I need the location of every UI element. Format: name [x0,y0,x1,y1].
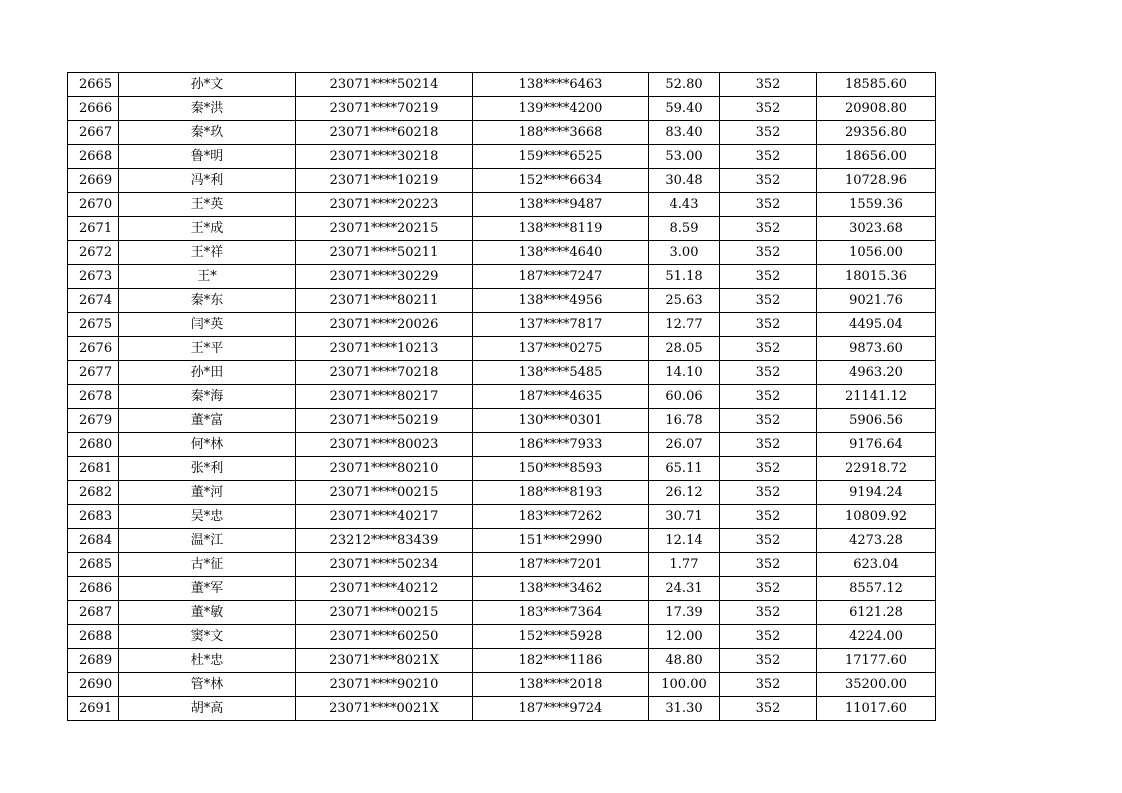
quantity-cell: 65.11 [649,457,720,481]
table-row [68,481,936,505]
name-cell: 冯*利 [119,169,296,193]
table-row [68,97,936,121]
quantity-cell: 16.78 [649,409,720,433]
row-number-cell: 2668 [68,145,119,169]
row-number-cell: 2681 [68,457,119,481]
phone-cell: 187****9724 [473,697,649,721]
unit-price-cell: 352 [720,217,817,241]
name-cell: 秦*玖 [119,121,296,145]
id-number-cell: 23071****00215 [296,601,473,625]
phone-cell: 150****8593 [473,457,649,481]
amount-cell: 20908.80 [817,97,936,121]
amount-cell: 29356.80 [817,121,936,145]
amount-cell: 6121.28 [817,601,936,625]
name-cell: 吴*忠 [119,505,296,529]
quantity-cell: 25.63 [649,289,720,313]
table-row [68,457,936,481]
quantity-cell: 31.30 [649,697,720,721]
phone-cell: 187****7201 [473,553,649,577]
amount-cell: 35200.00 [817,673,936,697]
quantity-cell: 30.48 [649,169,720,193]
name-cell: 秦*海 [119,385,296,409]
phone-cell: 138****2018 [473,673,649,697]
unit-price-cell: 352 [720,649,817,673]
table-body [68,73,936,721]
row-number-cell: 2686 [68,577,119,601]
amount-cell: 10728.96 [817,169,936,193]
quantity-cell: 100.00 [649,673,720,697]
name-cell: 窦*文 [119,625,296,649]
quantity-cell: 14.10 [649,361,720,385]
unit-price-cell: 352 [720,505,817,529]
unit-price-cell: 352 [720,313,817,337]
amount-cell: 8557.12 [817,577,936,601]
amount-cell: 1559.36 [817,193,936,217]
unit-price-cell: 352 [720,625,817,649]
row-number-cell: 2669 [68,169,119,193]
amount-cell: 623.04 [817,553,936,577]
row-number-cell: 2674 [68,289,119,313]
id-number-cell: 23071****40217 [296,505,473,529]
unit-price-cell: 352 [720,97,817,121]
id-number-cell: 23071****70219 [296,97,473,121]
id-number-cell: 23071****60250 [296,625,473,649]
amount-cell: 18015.36 [817,265,936,289]
id-number-cell: 23071****90210 [296,673,473,697]
quantity-cell: 60.06 [649,385,720,409]
name-cell: 闫*英 [119,313,296,337]
quantity-cell: 3.00 [649,241,720,265]
row-number-cell: 2691 [68,697,119,721]
id-number-cell: 23071****80023 [296,433,473,457]
unit-price-cell: 352 [720,145,817,169]
table-row [68,673,936,697]
quantity-cell: 52.80 [649,73,720,97]
table-row [68,73,936,97]
id-number-cell: 23071****80210 [296,457,473,481]
table-row [68,145,936,169]
name-cell: 董*河 [119,481,296,505]
name-cell: 秦*东 [119,289,296,313]
name-cell: 孙*田 [119,361,296,385]
unit-price-cell: 352 [720,457,817,481]
quantity-cell: 26.12 [649,481,720,505]
phone-cell: 138****8119 [473,217,649,241]
unit-price-cell: 352 [720,265,817,289]
amount-cell: 4495.04 [817,313,936,337]
phone-cell: 182****1186 [473,649,649,673]
table-row [68,577,936,601]
name-cell: 杜*忠 [119,649,296,673]
unit-price-cell: 352 [720,529,817,553]
quantity-cell: 48.80 [649,649,720,673]
phone-cell: 152****5928 [473,625,649,649]
phone-cell: 139****4200 [473,97,649,121]
row-number-cell: 2687 [68,601,119,625]
amount-cell: 18585.60 [817,73,936,97]
phone-cell: 137****7817 [473,313,649,337]
amount-cell: 9194.24 [817,481,936,505]
quantity-cell: 4.43 [649,193,720,217]
name-cell: 张*利 [119,457,296,481]
amount-cell: 4963.20 [817,361,936,385]
table-row [68,697,936,721]
row-number-cell: 2679 [68,409,119,433]
amount-cell: 11017.60 [817,697,936,721]
unit-price-cell: 352 [720,553,817,577]
name-cell: 王*祥 [119,241,296,265]
table-row [68,409,936,433]
row-number-cell: 2684 [68,529,119,553]
table-row [68,649,936,673]
phone-cell: 137****0275 [473,337,649,361]
phone-cell: 183****7364 [473,601,649,625]
row-number-cell: 2685 [68,553,119,577]
amount-cell: 21141.12 [817,385,936,409]
row-number-cell: 2676 [68,337,119,361]
quantity-cell: 12.14 [649,529,720,553]
row-number-cell: 2673 [68,265,119,289]
name-cell: 古*征 [119,553,296,577]
name-cell: 王*成 [119,217,296,241]
id-number-cell: 23071****50211 [296,241,473,265]
phone-cell: 188****3668 [473,121,649,145]
quantity-cell: 26.07 [649,433,720,457]
table-row [68,241,936,265]
phone-cell: 186****7933 [473,433,649,457]
unit-price-cell: 352 [720,73,817,97]
data-table [67,72,936,721]
table-row [68,505,936,529]
phone-cell: 151****2990 [473,529,649,553]
id-number-cell: 23071****70218 [296,361,473,385]
row-number-cell: 2682 [68,481,119,505]
id-number-cell: 23071****50234 [296,553,473,577]
quantity-cell: 8.59 [649,217,720,241]
table-row [68,553,936,577]
id-number-cell: 23071****50219 [296,409,473,433]
id-number-cell: 23071****80211 [296,289,473,313]
name-cell: 董*敏 [119,601,296,625]
row-number-cell: 2672 [68,241,119,265]
amount-cell: 9021.76 [817,289,936,313]
amount-cell: 10809.92 [817,505,936,529]
row-number-cell: 2675 [68,313,119,337]
phone-cell: 138****4956 [473,289,649,313]
name-cell: 董*军 [119,577,296,601]
table-row [68,361,936,385]
id-number-cell: 23071****20026 [296,313,473,337]
row-number-cell: 2671 [68,217,119,241]
table-row [68,289,936,313]
unit-price-cell: 352 [720,673,817,697]
unit-price-cell: 352 [720,289,817,313]
phone-cell: 138****9487 [473,193,649,217]
name-cell: 何*林 [119,433,296,457]
phone-cell: 183****7262 [473,505,649,529]
name-cell: 温*江 [119,529,296,553]
unit-price-cell: 352 [720,169,817,193]
table-row [68,169,936,193]
unit-price-cell: 352 [720,433,817,457]
row-number-cell: 2678 [68,385,119,409]
id-number-cell: 23071****50214 [296,73,473,97]
amount-cell: 4273.28 [817,529,936,553]
phone-cell: 187****7247 [473,265,649,289]
table-row [68,121,936,145]
id-number-cell: 23071****30218 [296,145,473,169]
amount-cell: 4224.00 [817,625,936,649]
row-number-cell: 2680 [68,433,119,457]
amount-cell: 18656.00 [817,145,936,169]
table-row [68,337,936,361]
id-number-cell: 23071****00215 [296,481,473,505]
unit-price-cell: 352 [720,361,817,385]
quantity-cell: 17.39 [649,601,720,625]
amount-cell: 3023.68 [817,217,936,241]
row-number-cell: 2683 [68,505,119,529]
row-number-cell: 2690 [68,673,119,697]
row-number-cell: 2689 [68,649,119,673]
table-row [68,265,936,289]
unit-price-cell: 352 [720,481,817,505]
phone-cell: 130****0301 [473,409,649,433]
table-row [68,601,936,625]
name-cell: 王*平 [119,337,296,361]
name-cell: 王* [119,265,296,289]
id-number-cell: 23071****60218 [296,121,473,145]
name-cell: 胡*高 [119,697,296,721]
quantity-cell: 1.77 [649,553,720,577]
id-number-cell: 23071****80217 [296,385,473,409]
table-row [68,625,936,649]
phone-cell: 152****6634 [473,169,649,193]
quantity-cell: 12.77 [649,313,720,337]
row-number-cell: 2688 [68,625,119,649]
id-number-cell: 23071****8021X [296,649,473,673]
unit-price-cell: 352 [720,697,817,721]
phone-cell: 138****5485 [473,361,649,385]
phone-cell: 138****3462 [473,577,649,601]
unit-price-cell: 352 [720,241,817,265]
table-row [68,529,936,553]
amount-cell: 1056.00 [817,241,936,265]
amount-cell: 9176.64 [817,433,936,457]
table-row [68,193,936,217]
row-number-cell: 2677 [68,361,119,385]
quantity-cell: 83.40 [649,121,720,145]
phone-cell: 188****8193 [473,481,649,505]
table-row [68,217,936,241]
unit-price-cell: 352 [720,409,817,433]
quantity-cell: 28.05 [649,337,720,361]
row-number-cell: 2670 [68,193,119,217]
quantity-cell: 24.31 [649,577,720,601]
quantity-cell: 53.00 [649,145,720,169]
quantity-cell: 59.40 [649,97,720,121]
id-number-cell: 23071****10219 [296,169,473,193]
unit-price-cell: 352 [720,193,817,217]
table-row [68,313,936,337]
unit-price-cell: 352 [720,337,817,361]
amount-cell: 5906.56 [817,409,936,433]
id-number-cell: 23071****0021X [296,697,473,721]
table-row [68,433,936,457]
row-number-cell: 2666 [68,97,119,121]
name-cell: 鲁*明 [119,145,296,169]
unit-price-cell: 352 [720,385,817,409]
amount-cell: 22918.72 [817,457,936,481]
name-cell: 管*林 [119,673,296,697]
name-cell: 孙*文 [119,73,296,97]
id-number-cell: 23071****20215 [296,217,473,241]
id-number-cell: 23071****10213 [296,337,473,361]
id-number-cell: 23071****20223 [296,193,473,217]
phone-cell: 138****6463 [473,73,649,97]
amount-cell: 9873.60 [817,337,936,361]
name-cell: 王*英 [119,193,296,217]
row-number-cell: 2667 [68,121,119,145]
phone-cell: 159****6525 [473,145,649,169]
unit-price-cell: 352 [720,601,817,625]
name-cell: 秦*洪 [119,97,296,121]
id-number-cell: 23071****40212 [296,577,473,601]
quantity-cell: 12.00 [649,625,720,649]
name-cell: 董*富 [119,409,296,433]
id-number-cell: 23212****83439 [296,529,473,553]
phone-cell: 138****4640 [473,241,649,265]
table-row [68,385,936,409]
unit-price-cell: 352 [720,121,817,145]
id-number-cell: 23071****30229 [296,265,473,289]
row-number-cell: 2665 [68,73,119,97]
unit-price-cell: 352 [720,577,817,601]
amount-cell: 17177.60 [817,649,936,673]
phone-cell: 187****4635 [473,385,649,409]
quantity-cell: 51.18 [649,265,720,289]
quantity-cell: 30.71 [649,505,720,529]
